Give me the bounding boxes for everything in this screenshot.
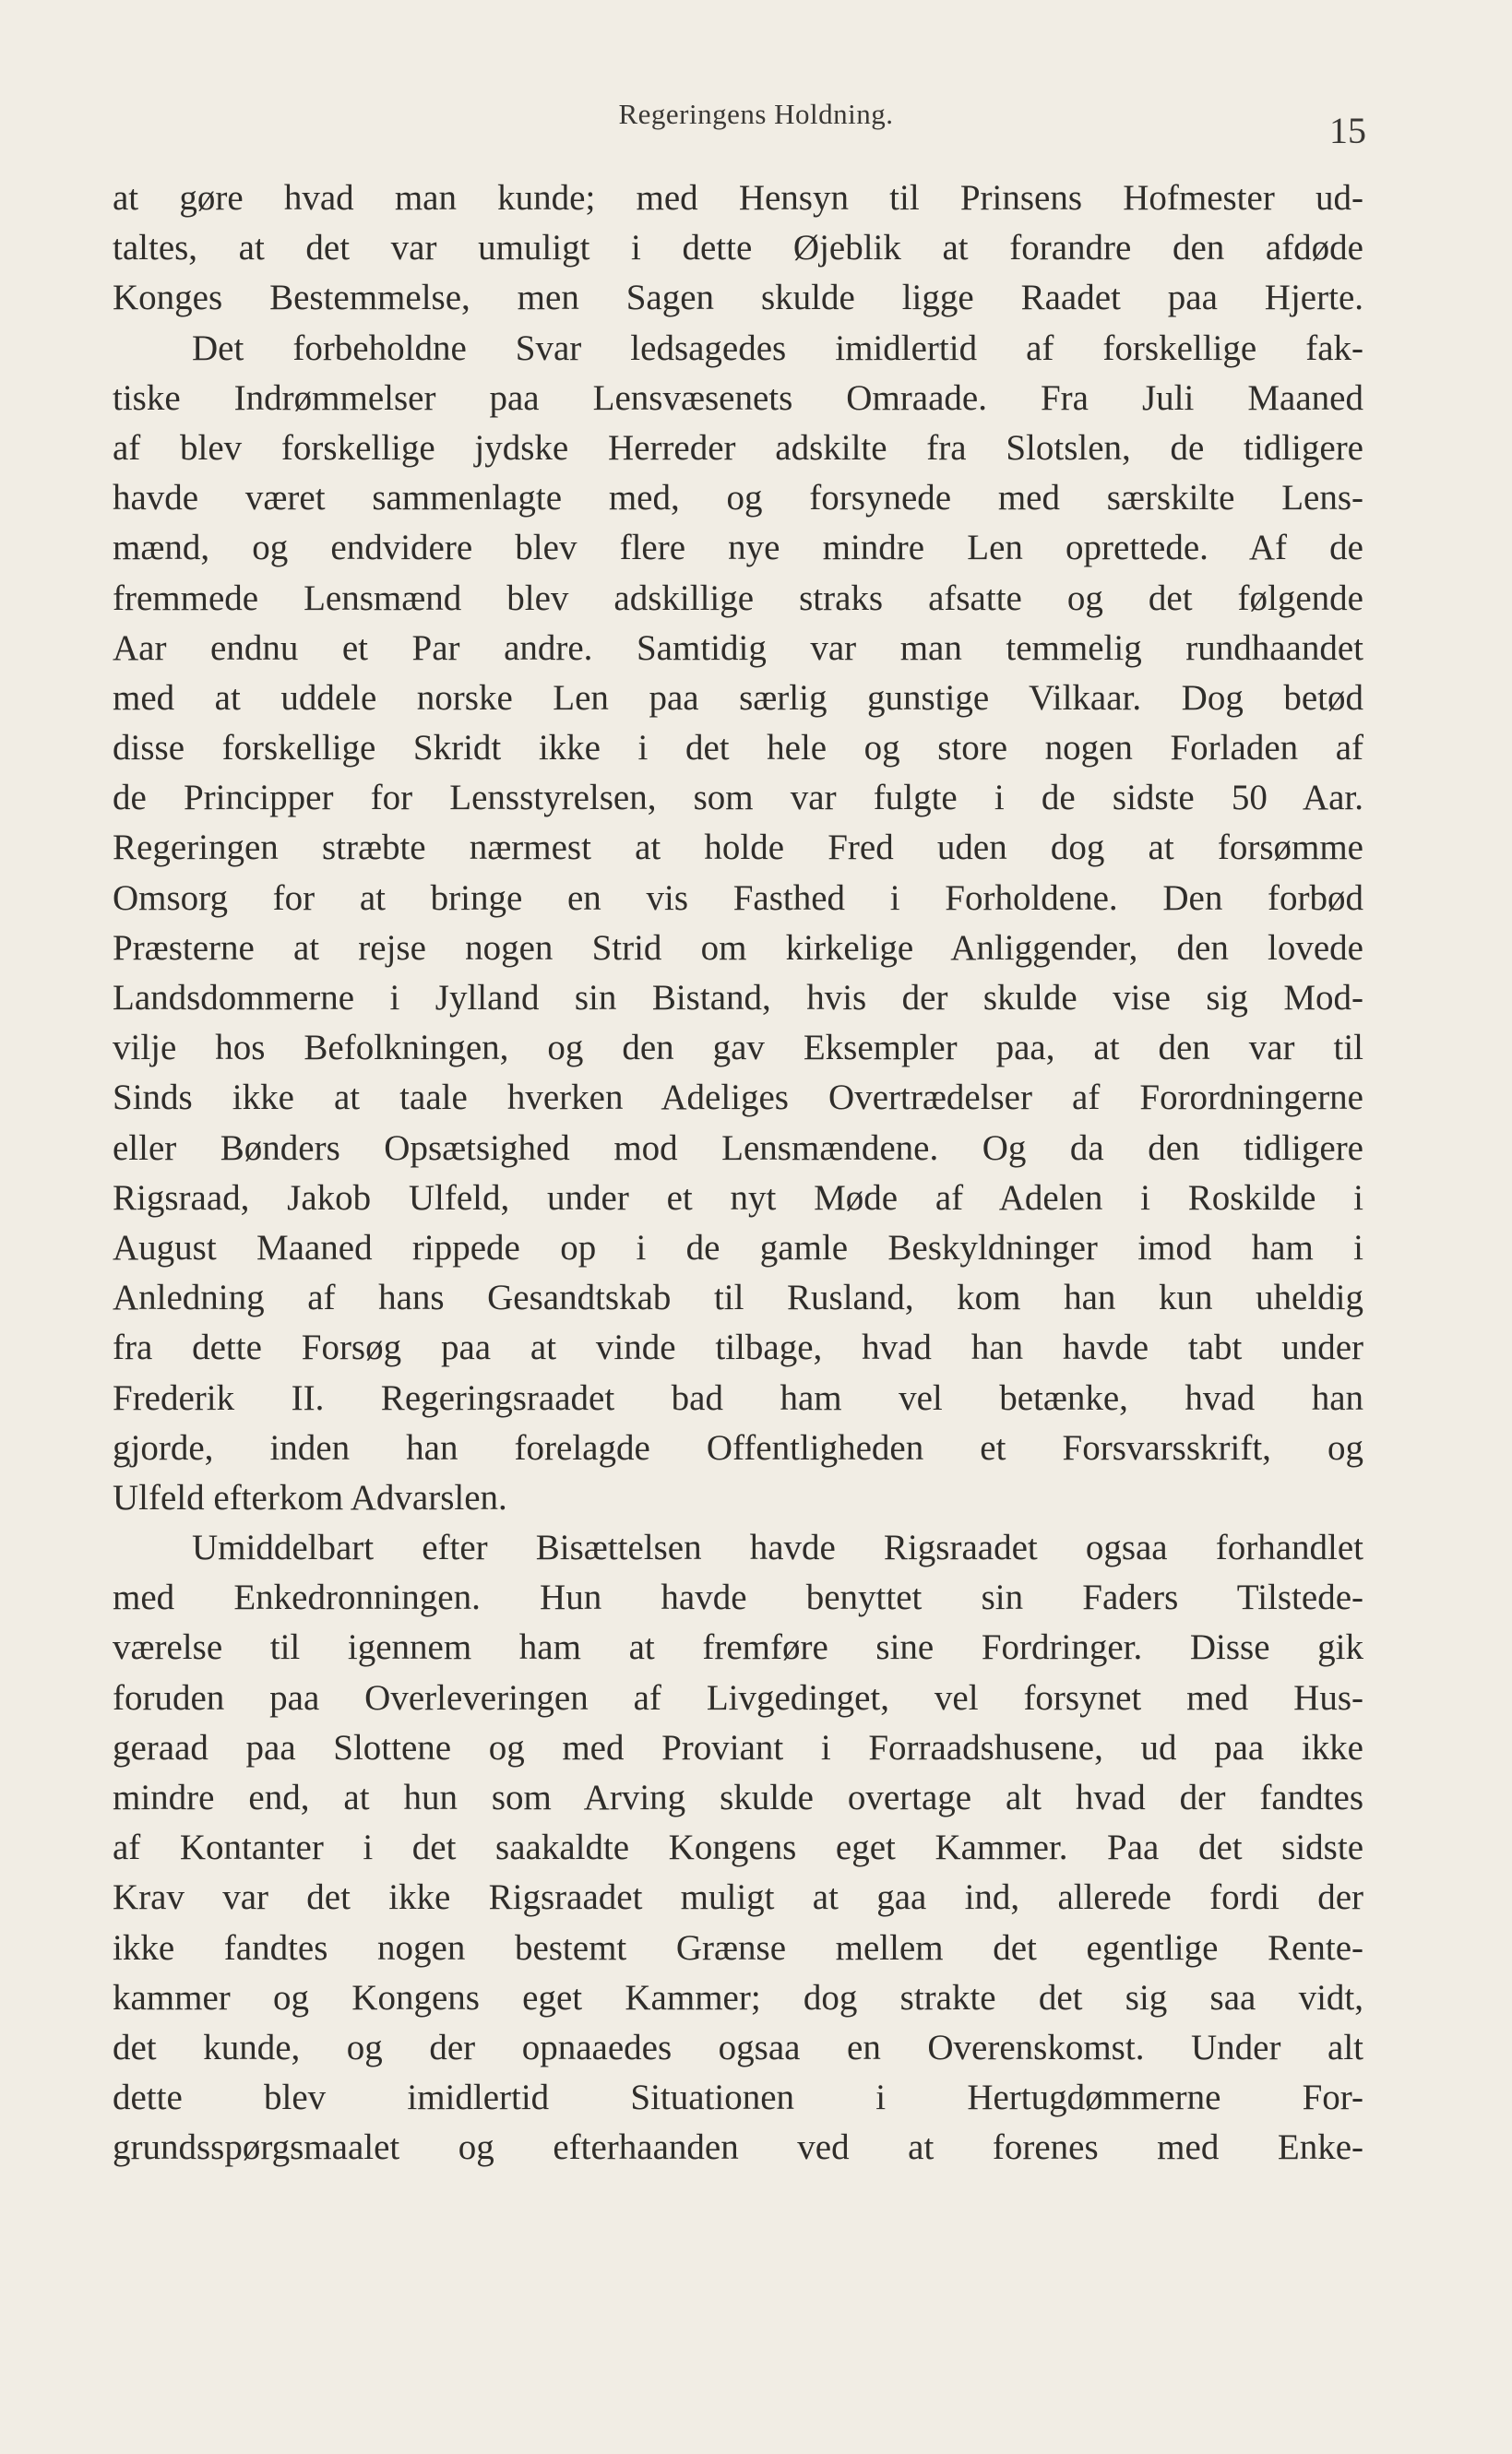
text-line: Krav var det ikke Rigsraadet muligt at gaa ind, allerede fordi der xyxy=(113,1877,1363,1918)
text-line: med Enkedronningen. Hun havde benyttet sin Faders Tilstede- xyxy=(113,1578,1363,1618)
text-line: det kunde, og der opnaaedes ogsaa en Overenskomst. Under alt xyxy=(113,2027,1363,2067)
text-line: Aar endnu et Par andre. Samtidig var man temmelig rundhaandet xyxy=(113,627,1363,668)
text-line: foruden paa Overleveringen af Livgedinget, vel forsynet med Hus- xyxy=(113,1677,1363,1718)
text-line: grundsspørgsmaalet og efterhaanden ved at forenes med Enke- xyxy=(113,2127,1363,2168)
text-line: af blev forskellige jydske Herreder adskilte fra Slotslen, de tidligere xyxy=(113,427,1363,468)
text-line: mænd, og endvidere blev flere nye mindre Len oprettede. Af de xyxy=(113,528,1363,568)
text-line: disse forskellige Skridt ikke i det hele og store nogen Forladen af xyxy=(113,728,1363,768)
text-line: af Kontanter i det saakaldte Kongens eget Kammer. Paa det sidste xyxy=(113,1828,1363,1868)
text-line: vilje hos Befolkningen, og den gav Eksempler paa, at den var til xyxy=(113,1028,1363,1068)
body-text xyxy=(113,173,1363,2174)
text-line: de Principper for Lensstyrelsen, som var fulgte i de sidste 50 Aar. xyxy=(113,778,1363,818)
text-line: Frederik II. Regeringsraadet bad ham vel betænke, hvad han xyxy=(113,1377,1363,1418)
text-line: taltes, at det var umuligt i dette Øjeblik at forandre den afdøde xyxy=(113,228,1363,268)
text-line: dette blev imidlertid Situationen i Hertugdømmerne For- xyxy=(113,2078,1363,2118)
text-line: at gøre hvad man kunde; med Hensyn til Prinsens Hofmester ud- xyxy=(113,178,1363,218)
text-line: havde været sammenlagte med, og forsynede med særskilte Lens- xyxy=(113,478,1363,518)
text-line: Umiddelbart efter Bisættelsen havde Rigsraadet ogsaa forhandlet xyxy=(192,1528,1363,1568)
page-number: 15 xyxy=(1329,110,1366,151)
text-line: eller Bønders Opsætsighed mod Lensmændene. Og da den tidligere xyxy=(113,1127,1363,1168)
running-head-title: Regeringens Holdning. xyxy=(618,98,894,130)
text-line: ikke fandtes nogen bestemt Grænse mellem det egentlige Rente- xyxy=(113,1927,1363,1968)
text-line: gjorde, inden han forelagde Offentligheden et Forsvarsskrift, og xyxy=(113,1427,1363,1468)
text-line: Anledning af hans Gesandtskab til Rusland, kom han kun uheldig xyxy=(113,1278,1363,1318)
text-line: Det forbeholdne Svar ledsagedes imidlertid af forskellige fak- xyxy=(192,328,1363,368)
text-line: fra dette Forsøg paa at vinde tilbage, hvad han havde tabt under xyxy=(113,1328,1363,1368)
text-line: Konges Bestemmelse, men Sagen skulde ligge Raadet paa Hjerte. xyxy=(113,278,1363,318)
text-line: August Maaned rippede op i de gamle Beskyldninger imod ham i xyxy=(113,1227,1363,1268)
text-line: tiske Indrømmelser paa Lensvæsenets Omraade. Fra Juli Maaned xyxy=(113,377,1363,418)
text-line: værelse til igennem ham at fremføre sine Fordringer. Disse gik xyxy=(113,1627,1363,1668)
text-line: Sinds ikke at taale hverken Adeliges Overtrædelser af Forordningerne xyxy=(113,1078,1363,1118)
text-line: Ulfeld efterkom Advarslen. xyxy=(113,1477,507,1518)
text-line: Rigsraad, Jakob Ulfeld, under et nyt Møde af Adelen i Roskilde i xyxy=(113,1177,1363,1218)
text-line: geraad paa Slottene og med Proviant i Forraadshusene, ud paa ikke xyxy=(113,1727,1363,1768)
text-line: kammer og Kongens eget Kammer; dog strakte det sig saa vidt, xyxy=(113,1977,1363,2018)
text-line: med at uddele norske Len paa særlig gunstige Vilkaar. Dog betød xyxy=(113,677,1363,718)
text-line: Omsorg for at bringe en vis Fasthed i Forholdene. Den forbød xyxy=(113,877,1363,918)
text-line: Præsterne at rejse nogen Strid om kirkelige Anliggender, den lovede xyxy=(113,927,1363,968)
text-line: mindre end, at hun som Arving skulde overtage alt hvad der fandtes xyxy=(113,1778,1363,1817)
text-line: fremmede Lensmænd blev adskillige straks afsatte og det følgende xyxy=(113,578,1363,618)
text-line: Regeringen stræbte nærmest at holde Fred uden dog at forsømme xyxy=(113,828,1363,868)
text-line: Landsdommerne i Jylland sin Bistand, hvis der skulde vise sig Mod- xyxy=(113,978,1363,1018)
